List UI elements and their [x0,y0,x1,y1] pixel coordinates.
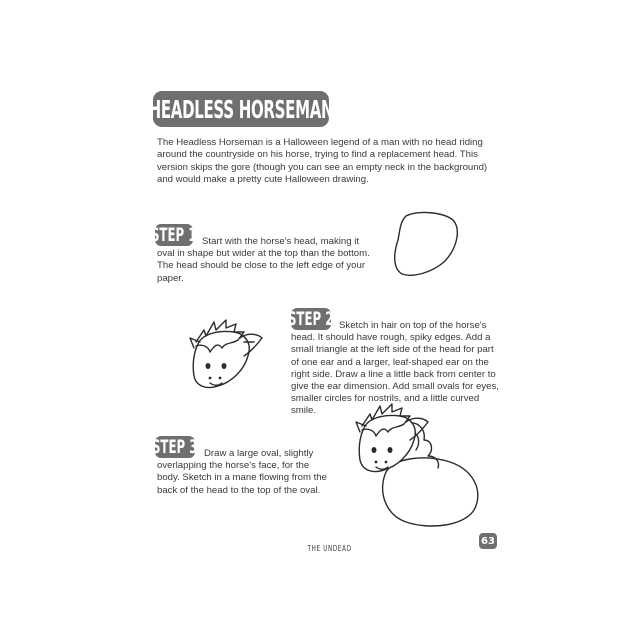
body-oval [383,458,478,526]
step-1-text: Start with the horse's head, making it oval in shape but wider at the top than the bottom. The head should be close to the left edge of your paper. [157,236,370,284]
page-title-text: HEADLESS HORSEMAN [148,94,334,124]
step-2-drawing [182,312,268,398]
step-3-label-text: STEP 3 [152,436,198,458]
step-1-drawing [388,208,468,280]
left-nostril [209,377,212,380]
step-2-text: Sketch in hair on top of the horse's head. It should have rough, spiky edges. Add a small triangle at the left side of the head for part of one ear and a larger, leaf-shaped ear on the right side. Draw a line a little back from center to give the ear dimension. Add small ovals for eyes, smaller circles for nostrils, and a little curved smile. [291,320,499,417]
right-nostril [219,377,222,380]
right-nostril [385,461,388,464]
left-eye [372,447,377,453]
step-1-label-text: STEP 1 [151,224,197,246]
step-3-drawing [350,398,486,534]
right-eye [388,447,393,453]
intro-paragraph: The Headless Horseman is a Halloween legend of a man with no head riding around the countryside on his horse, trying to find a replacement head. This version skips the gore (though you can see an empty neck in the background) and would make a pretty cute Halloween drawing. [157,137,488,185]
horse-head [359,416,415,472]
right-eye [222,363,227,369]
horse-head [193,332,249,388]
left-nostril [375,461,378,464]
right-ear [240,334,262,356]
page-number: 63 [479,533,497,549]
step-3-text: Draw a large oval, slightly overlapping the horse's face, for the body. Sketch in a mane flowing from the back of the head to the top of the oval. [157,448,327,496]
step-2-label-text: STEP 2 [288,308,334,330]
footer-section-title: THE UNDEAD [307,544,353,553]
page-title [148,91,334,127]
left-eye [206,363,211,369]
horse-head-outline [395,213,458,276]
smile [210,383,222,385]
hair-tuft [196,320,244,352]
